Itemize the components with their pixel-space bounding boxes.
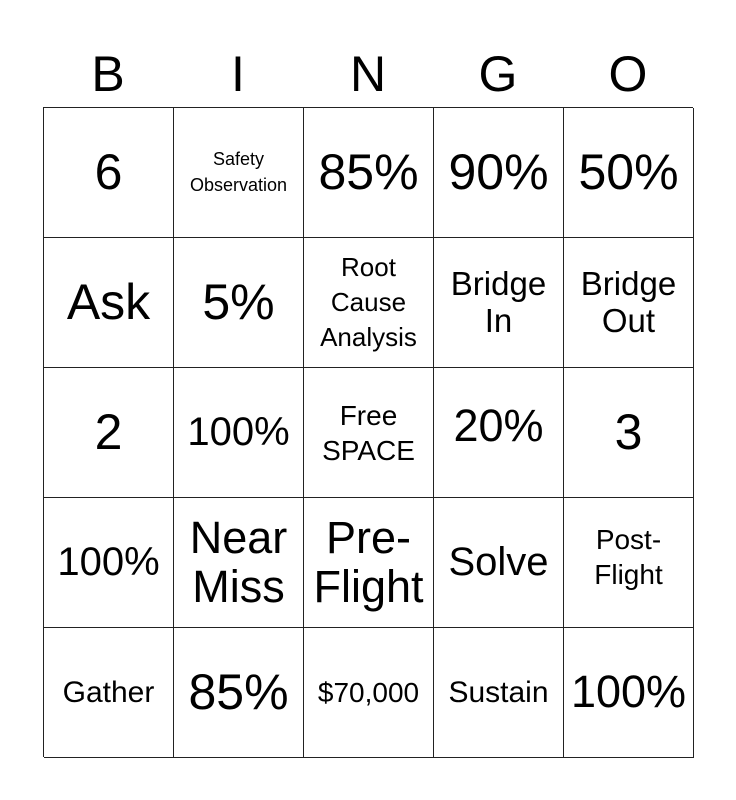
cell-text: 100% bbox=[57, 540, 160, 585]
bingo-cell-r3-c2[interactable] bbox=[174, 368, 304, 498]
bingo-cell-r2-c3[interactable] bbox=[304, 238, 434, 368]
cell-text: Post- Flight bbox=[594, 523, 663, 590]
cell-text: 2 bbox=[94, 404, 123, 461]
bingo-cell-r4-c4[interactable] bbox=[434, 498, 564, 628]
bingo-cell-r2-c4[interactable] bbox=[434, 238, 564, 368]
header-letter-g: G bbox=[478, 46, 518, 102]
cell-text: $70,000 bbox=[317, 677, 420, 708]
bingo-cell-r4-c1[interactable] bbox=[44, 498, 174, 628]
bingo-cell-r5-c1[interactable] bbox=[44, 628, 174, 758]
cell-text: 50% bbox=[578, 144, 679, 201]
cell-text: 85% bbox=[188, 664, 289, 721]
header-letter-o: O bbox=[608, 46, 648, 102]
bingo-cell-r1-c1[interactable] bbox=[44, 108, 174, 238]
cell-text: 90% bbox=[448, 144, 549, 201]
cell-text: 6 bbox=[94, 144, 123, 201]
bingo-cell-r1-c3[interactable] bbox=[304, 108, 434, 238]
cell-text: Pre- Flight bbox=[313, 511, 424, 612]
cell-text: 100% bbox=[570, 666, 687, 718]
bingo-cell-r5-c3[interactable] bbox=[304, 628, 434, 758]
cell-text: Gather bbox=[62, 676, 155, 709]
bingo-cell-r5-c4[interactable] bbox=[434, 628, 564, 758]
bingo-cell-r5-c2[interactable] bbox=[174, 628, 304, 758]
bingo-cell-r4-c3[interactable] bbox=[304, 498, 434, 628]
bingo-cell-r1-c4[interactable] bbox=[434, 108, 564, 238]
bingo-cell-r4-c2[interactable] bbox=[174, 498, 304, 628]
bingo-cell-r3-c1[interactable] bbox=[44, 368, 174, 498]
cell-text: 85% bbox=[318, 144, 419, 201]
bingo-cell-r3-c5[interactable] bbox=[564, 368, 694, 498]
cell-text: Solve bbox=[448, 540, 549, 585]
cell-text: 20% bbox=[453, 400, 544, 452]
bingo-cell-r1-c2[interactable] bbox=[174, 108, 304, 238]
header-letter-b: B bbox=[91, 46, 125, 102]
cell-text: Near Miss bbox=[189, 511, 288, 612]
cell-text: Free SPACE bbox=[322, 399, 415, 466]
cell-text: Bridge In bbox=[450, 265, 547, 339]
bingo-cell-r2-c1[interactable] bbox=[44, 238, 174, 368]
cell-text: 100% bbox=[187, 410, 290, 455]
cell-text: Root Cause Analysis bbox=[320, 251, 417, 353]
cell-text: 3 bbox=[614, 404, 643, 461]
bingo-card-grid bbox=[43, 107, 693, 757]
bingo-cell-r3-c4[interactable] bbox=[434, 368, 564, 498]
bingo-cell-r4-c5[interactable] bbox=[564, 498, 694, 628]
header-letter-n: N bbox=[349, 46, 387, 102]
cell-text: 5% bbox=[202, 274, 275, 331]
bingo-header bbox=[43, 46, 693, 102]
bingo-cell-r5-c5[interactable] bbox=[564, 628, 694, 758]
cell-text: Safety Observation bbox=[189, 149, 288, 195]
cell-text: Sustain bbox=[448, 676, 549, 709]
bingo-cell-r2-c2[interactable] bbox=[174, 238, 304, 368]
header-letter-i: I bbox=[231, 46, 245, 102]
bingo-cell-r1-c5[interactable] bbox=[564, 108, 694, 238]
bingo-cell-r2-c5[interactable] bbox=[564, 238, 694, 368]
cell-text: Ask bbox=[66, 274, 151, 331]
cell-text: Bridge Out bbox=[580, 265, 677, 339]
bingo-cell-r3-c3[interactable] bbox=[304, 368, 434, 498]
